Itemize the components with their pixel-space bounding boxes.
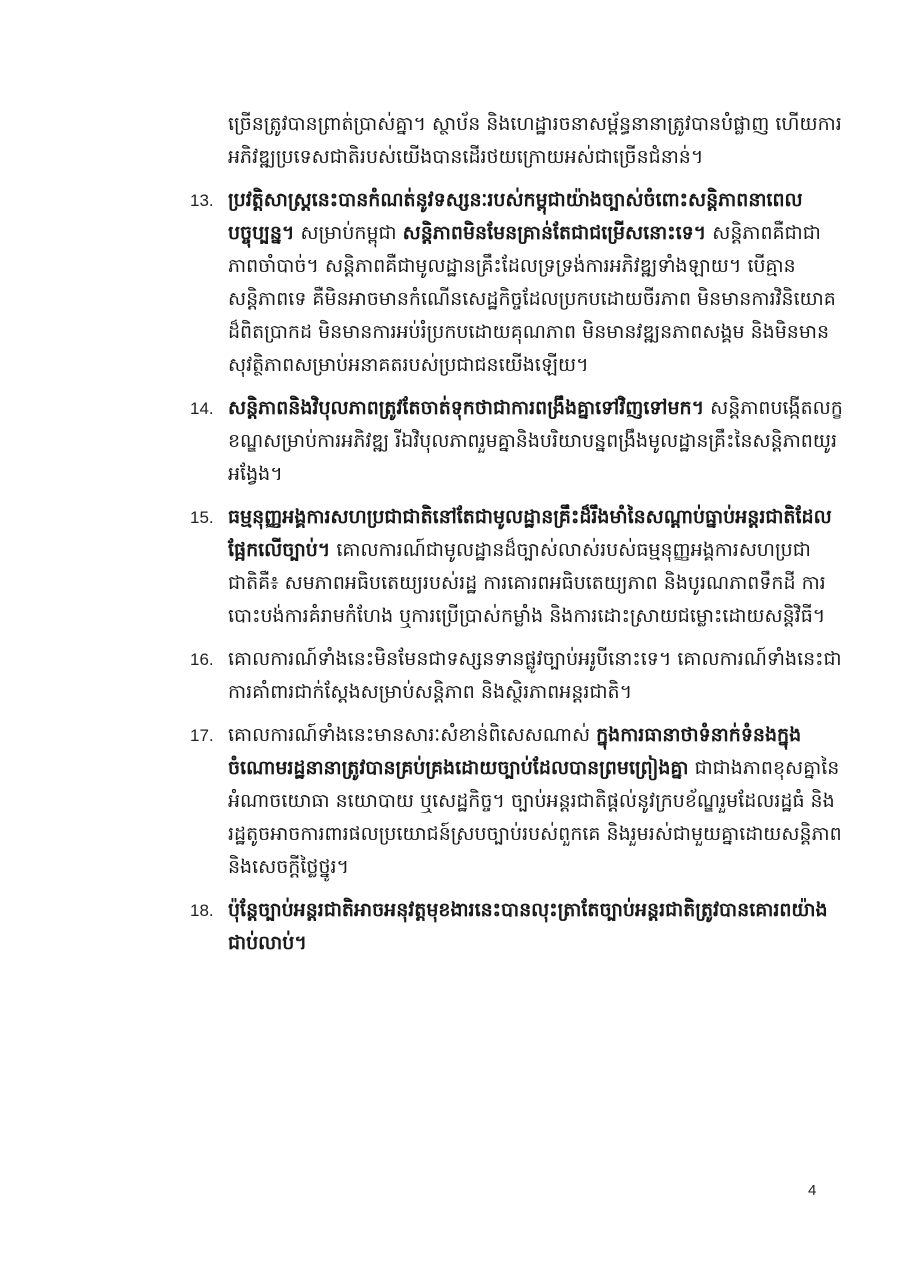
item-number: 16.	[190, 650, 214, 669]
numbered-item-13	[190, 184, 845, 382]
item-bold-text: ក្នុងការធានាថាទំនាក់ទំនងក្នុងចំណោមរដ្ឋនានាត្រូវបានគ្រប់គ្រងដោយច្បាប់ដែលបានព្រមព្រៀងគ្នា	[228, 724, 802, 779]
item-text: ជាជាងភាពខុសគ្នានៃអំណាចយោធា នយោបាយ ឬសេដ្ឋកិច្ច។ ច្បាប់អន្តរជាតិផ្តល់នូវក្របខ័ណ្ឌរួមដែលរដ្ឋធំ និងរដ្ឋតូចអាចការពារផលប្រយោជន៍ស្របច្បាប់របស់ពួកគេ និងរួមរស់ជាមួយគ្នាដោយសន្តិភាព និងសេចក្តីថ្លៃថ្នូរ។	[228, 757, 842, 878]
item-bold-text: ធម្មនុញ្ញអង្គការសហប្រជាជាតិនៅតែជាមូលដ្ឋានគ្រឹះដ៏រឹងមាំនៃសណ្តាប់ធ្នាប់អន្តរជាតិដែលផ្អែកលើច្បាប់។	[228, 506, 832, 561]
numbered-item-18	[190, 894, 845, 960]
item-number: 13.	[190, 191, 214, 210]
page-content	[190, 108, 845, 970]
item-number: 18.	[190, 901, 214, 920]
item-text: គោលការណ៍ជាមូលដ្ឋានដ៏ច្បាស់លាស់របស់ធម្មនុញ្ញអង្គការសហប្រជាជាតិគឺ៖ សមភាពអធិបតេយ្យរបស់រដ្ឋ ការគោរពអធិបតេយ្យភាព និងបូរណភាពទឹកដី ការបោះបង់ការគំរាមកំហែង ឬការប្រើប្រាស់កម្លាំង និងការដោះស្រាយជម្លោះដោយសន្តិវិធី។	[228, 539, 826, 627]
item-bold-text: សន្តិភាពនិងវិបុលភាពត្រូវតែចាត់ទុកថាជាការពង្រឹងគ្នាទៅវិញទៅមក។	[228, 397, 705, 419]
item-bold-text: សន្តិភាពមិនមែនគ្រាន់តែជាជម្រើសនោះទេ។	[402, 222, 707, 244]
page-number: 4	[808, 1182, 817, 1199]
item-bold-text: ប៉ុន្តែច្បាប់អន្តរជាតិអាចអនុវត្តមុខងារនេះបានលុះត្រាតែច្បាប់អន្តរជាតិត្រូវបានគោរពយ៉ាងជាប់លាប់។	[228, 899, 828, 954]
numbered-item-16	[190, 643, 845, 709]
item-bold-text: ប្រវត្តិសាស្ត្រនេះបានកំណត់នូវទស្សនៈរបស់កម្ពុជាយ៉ាងច្បាស់ចំពោះសន្តិភាពនាពេលបច្ចុប្បន្ន។	[228, 189, 803, 244]
numbered-item-15	[190, 501, 845, 633]
intro-text: ច្រើនត្រូវបានព្រាត់ប្រាស់គ្នា។ ស្ថាប័ន និងហេដ្ឋារចនាសម្ព័ន្ធនានាត្រូវបានបំផ្លាញ ហើយការអភិវឌ្ឍប្រទេសជាតិរបស់យើងបានដើរថយក្រោយអស់ជាច្រើនជំនាន់។	[228, 113, 842, 168]
item-number: 17.	[190, 726, 214, 745]
item-text: សម្រាប់កម្ពុជា	[294, 222, 403, 244]
item-text: សន្តិភាពគឺជាជាភាពចាំបាច់។ សន្តិភាពគឺជាមូលដ្ឋានគ្រឹះដែលទ្រទ្រង់ការអភិវឌ្ឍទាំងឡាយ។ បើគ្មានសន្តិភាពទេ គឺមិនអាចមានកំណើនសេដ្ឋកិច្ចដែលប្រកបដោយចីរភាព មិនមានការវិនិយោគដ៏ពិតប្រាកដ មិនមានការអប់រំប្រកបដោយគុណភាព មិនមានវឌ្ឍនភាពសង្គម និងមិនមានសុវត្ថិភាពសម្រាប់អនាគតរបស់ប្រជាជនយើងឡើយ។	[228, 222, 836, 376]
intro-paragraph	[190, 108, 845, 174]
item-number: 14.	[190, 399, 214, 418]
numbered-item-17	[190, 719, 845, 884]
item-number: 15.	[190, 508, 214, 527]
item-text: គោលការណ៍ទាំងនេះមានសារៈសំខាន់ពិសេសណាស់	[228, 724, 597, 746]
item-text: សន្តិភាពបង្កើតលក្ខខណ្ឌសម្រាប់ការអភិវឌ្ឍ រីឯវិបុលភាពរួមគ្នានិងបរិយាបន្នពង្រឹងមូលដ្ឋានគ្រឹះនៃសន្តិភាពយូរអង្វែង។	[228, 397, 843, 485]
item-text: គោលការណ៍ទាំងនេះមិនមែនជាទស្សនទានផ្លូវច្បាប់អរូបីនោះទេ។ គោលការណ៍ទាំងនេះជាការគាំពារជាក់ស្តែងសម្រាប់សន្តិភាព និងស្ថិរភាពអន្តរជាតិ។	[228, 648, 842, 703]
numbered-item-14	[190, 392, 845, 491]
